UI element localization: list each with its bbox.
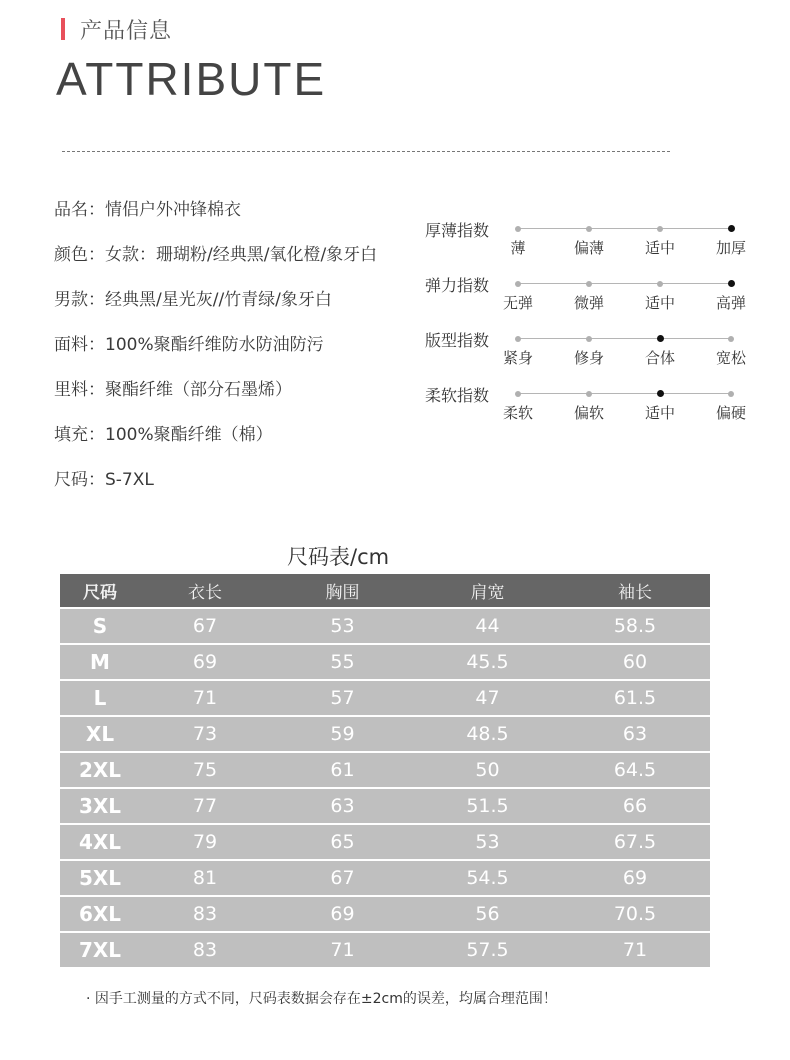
index-dot <box>515 281 521 287</box>
cell-chest: 63 <box>330 795 355 817</box>
cell-length: 71 <box>192 687 218 709</box>
cell-size: 4XL <box>78 830 122 854</box>
index-scale-line <box>518 228 732 229</box>
table-row <box>60 717 710 751</box>
table-row <box>60 753 710 787</box>
cell-size: 2XL <box>78 758 122 782</box>
cell-size: 5XL <box>78 866 122 890</box>
cell-shoulder: 54.5 <box>466 867 509 889</box>
header-sleeve: 袖长 <box>618 583 652 603</box>
index-dot <box>586 391 592 397</box>
page-title: ATTRIBUTE <box>56 53 327 105</box>
attribute-filling: 填充：100%聚酯纤维（棉） <box>54 425 273 445</box>
cell-sleeve: 60 <box>622 651 648 673</box>
cell-shoulder: 50 <box>475 759 500 781</box>
cell-chest: 55 <box>330 651 355 673</box>
table-row <box>60 897 710 931</box>
cell-shoulder: 57.5 <box>466 939 509 961</box>
cell-sleeve: 61.5 <box>613 687 657 709</box>
cell-sleeve: 69 <box>622 867 648 889</box>
table-row <box>60 933 710 967</box>
index-option: 高弹 <box>715 294 746 312</box>
cell-length: 73 <box>192 723 218 745</box>
table-row <box>60 645 710 679</box>
cell-size: 3XL <box>78 794 122 818</box>
index-option: 适中 <box>644 404 675 422</box>
cell-chest: 57 <box>330 687 355 709</box>
section-accent-bar <box>61 18 65 40</box>
index-scale-line <box>518 338 732 339</box>
cell-size: XL <box>85 722 115 746</box>
dashed-divider <box>62 151 670 152</box>
cell-size: L <box>93 686 107 710</box>
size-table-title: 尺码表/cm <box>287 545 390 569</box>
cell-shoulder: 45.5 <box>466 651 509 673</box>
index-label: 版型指数 <box>425 331 490 350</box>
index-dot <box>728 336 734 342</box>
cell-shoulder: 48.5 <box>466 723 509 745</box>
index-option: 修身 <box>573 349 604 367</box>
table-row <box>60 789 710 823</box>
cell-sleeve: 71 <box>622 939 648 961</box>
index-dot <box>657 226 663 232</box>
attribute-color-women: 颜色：女款：珊瑚粉/经典黑/氧化橙/象牙白 <box>54 245 378 265</box>
cell-sleeve: 63 <box>622 723 648 745</box>
attribute-color-men: 男款：经典黑/星光灰//竹青绿/象牙白 <box>54 290 332 310</box>
index-option: 微弹 <box>573 294 604 312</box>
index-option: 合体 <box>644 349 675 367</box>
header-chest: 胸围 <box>325 583 360 603</box>
index-dot-selected <box>728 225 735 232</box>
index-option: 偏软 <box>573 404 604 422</box>
cell-length: 83 <box>192 903 218 925</box>
cell-size: 6XL <box>78 902 122 926</box>
index-option: 偏薄 <box>573 239 604 257</box>
index-label: 厚薄指数 <box>425 221 490 240</box>
cell-sleeve: 58.5 <box>613 615 657 637</box>
cell-shoulder: 51.5 <box>466 795 509 817</box>
table-row <box>60 681 710 715</box>
cell-length: 79 <box>192 831 218 853</box>
cell-chest: 69 <box>330 903 355 925</box>
attribute-name: 品名：情侣户外冲锋棉衣 <box>54 200 241 220</box>
index-option: 紧身 <box>502 349 533 367</box>
index-dot <box>515 226 521 232</box>
index-option: 适中 <box>644 294 675 312</box>
index-dot-selected <box>728 280 735 287</box>
index-dot-selected <box>657 335 664 342</box>
header-size: 尺码 <box>83 583 117 603</box>
index-dot <box>515 391 521 397</box>
attribute-fabric: 面料：100%聚酯纤维防水防油防污 <box>54 335 324 355</box>
cell-size: 7XL <box>78 938 122 962</box>
index-dot <box>515 336 521 342</box>
cell-sleeve: 64.5 <box>613 759 657 781</box>
size-table-header <box>60 574 710 607</box>
index-option: 偏硬 <box>715 404 746 422</box>
index-option: 适中 <box>644 239 675 257</box>
index-dot <box>657 281 663 287</box>
index-option: 无弹 <box>502 294 533 312</box>
cell-sleeve: 70.5 <box>613 903 657 925</box>
cell-shoulder: 44 <box>475 615 500 637</box>
section-title: 产品信息 <box>80 19 173 44</box>
cell-sleeve: 67.5 <box>613 831 657 853</box>
index-option: 薄 <box>510 239 526 257</box>
index-dot-selected <box>657 390 664 397</box>
cell-chest: 65 <box>330 831 355 853</box>
attribute-size-range: 尺码：S-7XL <box>54 470 154 490</box>
cell-length: 67 <box>192 615 218 637</box>
cell-size: M <box>90 650 110 674</box>
cell-size: S <box>92 614 108 638</box>
table-row <box>60 825 710 859</box>
cell-shoulder: 53 <box>475 831 500 853</box>
cell-chest: 67 <box>330 867 355 889</box>
index-dot <box>728 391 734 397</box>
cell-length: 83 <box>192 939 218 961</box>
index-option: 宽松 <box>715 349 746 367</box>
size-table <box>60 574 710 969</box>
table-row <box>60 861 710 895</box>
header-shoulder: 肩宽 <box>470 583 505 603</box>
cell-shoulder: 47 <box>475 687 500 709</box>
index-dot <box>586 226 592 232</box>
measurement-note: · 因手工测量的方式不同，尺码表数据会存在±2cm的误差，均属合理范围！ <box>86 991 557 1007</box>
cell-length: 75 <box>192 759 218 781</box>
index-option: 加厚 <box>715 239 746 257</box>
index-dot <box>586 336 592 342</box>
table-row <box>60 609 710 643</box>
cell-chest: 71 <box>330 939 355 961</box>
attribute-lining: 里料：聚酯纤维（部分石墨烯） <box>54 380 292 400</box>
cell-chest: 59 <box>330 723 355 745</box>
cell-length: 77 <box>192 795 218 817</box>
cell-chest: 61 <box>330 759 355 781</box>
index-dot <box>586 281 592 287</box>
index-label: 弹力指数 <box>425 276 490 295</box>
cell-length: 81 <box>192 867 218 889</box>
index-label: 柔软指数 <box>425 386 490 405</box>
cell-chest: 53 <box>330 615 355 637</box>
cell-sleeve: 66 <box>622 795 648 817</box>
index-scale-line <box>518 283 732 284</box>
cell-shoulder: 56 <box>475 903 500 925</box>
index-option: 柔软 <box>502 404 533 422</box>
index-scale-line <box>518 393 732 394</box>
header-length: 衣长 <box>188 583 222 603</box>
cell-length: 69 <box>192 651 218 673</box>
